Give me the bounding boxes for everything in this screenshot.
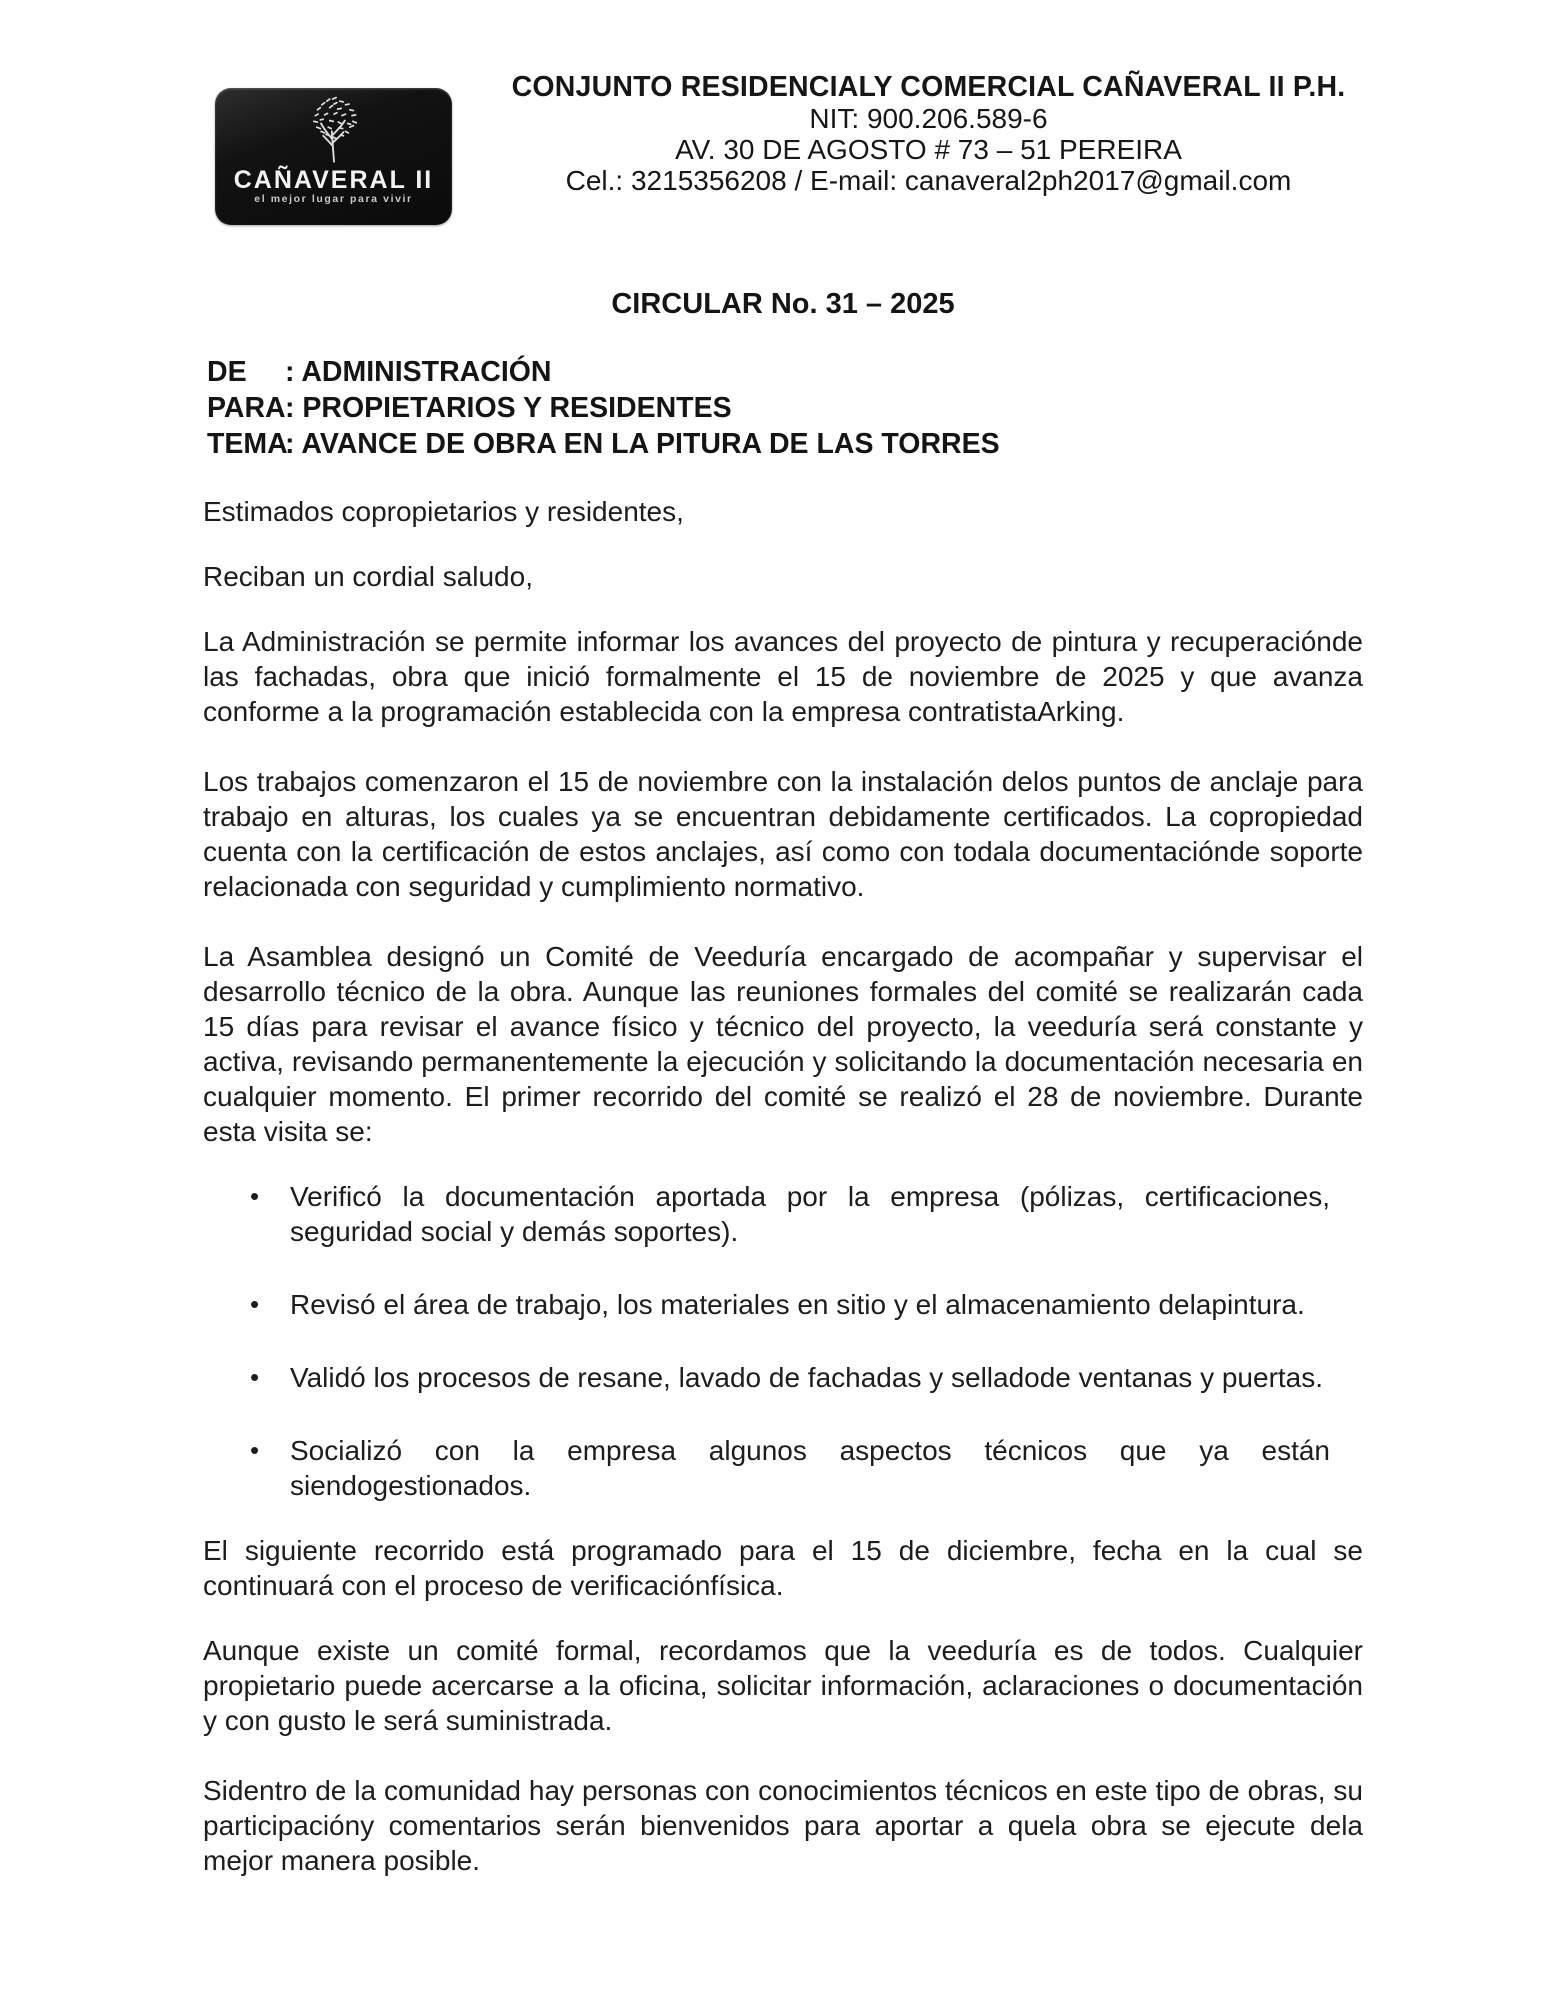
salutation-line: Reciban un cordial saludo, bbox=[203, 561, 533, 592]
organization-address: AV. 30 DE AGOSTO # 73 – 51 PEREIRA bbox=[675, 134, 1182, 165]
paragraph-committee: La Asamblea designó un Comité de Veeduría encargado de acompañar y supervisar el desarrollo técnico de la obra. Aunque las reuniones formales del comité se realizarán cada 15 días para revisar el avance físico y técnico del proyecto, la veeduría será constante y activa, revisando permanentemente la ejecución y solicitando la documentación necesaria en cualquier momento. El primer recorrido del comité se realizó el 28 de noviembre. Durante esta visita se: bbox=[203, 941, 1363, 1147]
organization-contact: Cel.: 3215356208 / E-mail: canaveral2ph2017@gmail.com bbox=[565, 165, 1292, 196]
visit-findings-list bbox=[203, 1179, 1363, 1503]
list-item: • Validó los procesos de resane, lavado de fachadas y selladode ventanas y puertas. bbox=[250, 1360, 1330, 1395]
circular-title: CIRCULAR No. 31 – 2025 bbox=[611, 288, 955, 320]
meta-label: TEMA bbox=[207, 428, 288, 460]
meta-block bbox=[207, 354, 1545, 462]
list-item: • Socializó con la empresa algunos aspectos técnicos que ya están siendogestionados. bbox=[250, 1433, 1330, 1503]
organization-nit: NIT: 900.206.589-6 bbox=[809, 103, 1048, 134]
meta-label: PARA bbox=[207, 392, 286, 424]
paragraph-community-input: Sidentro de la comunidad hay personas con conocimientos técnicos en este tipo de obras, su participacióny comentarios serán bienvenidos para aportar a quela obra se ejecute dela mejor manera posible. bbox=[203, 1775, 1363, 1876]
list-item: • Revisó el área de trabajo, los materiales en sitio y el almacenamiento delapintura. bbox=[250, 1287, 1330, 1322]
tree-icon bbox=[295, 94, 373, 166]
logo-name: CAÑAVERAL II bbox=[233, 166, 434, 194]
paragraph-next-visit: El siguiente recorrido está programado para el 15 de diciembre, fecha en la cual se continuará con el proceso de verificaciónfísica. bbox=[203, 1535, 1363, 1601]
meta-row-de bbox=[207, 354, 1545, 390]
greeting-line: Estimados copropietarios y residentes, bbox=[203, 496, 684, 527]
meta-row-para bbox=[207, 390, 1545, 426]
paragraph-anchors: Los trabajos comenzaron el 15 de noviembre con la instalación delos puntos de anclaje para trabajo en alturas, los cuales ya se encuentran debidamente certificados. La copropiedad cuenta con la certificación de estos anclajes, así como con todala documentaciónde soporte relacionada con seguridad y cumplimiento normativo. bbox=[203, 766, 1363, 902]
meta-value: : ADMINISTRACIÓN bbox=[285, 356, 552, 388]
letterhead bbox=[452, 72, 1405, 196]
organization-name: CONJUNTO RESIDENCIALY COMERCIAL CAÑAVERAL II P.H. bbox=[511, 71, 1346, 103]
meta-value: : PROPIETARIOS Y RESIDENTES bbox=[285, 392, 732, 424]
paragraph-project-update: La Administración se permite informar los avances del proyecto de pintura y recuperaciónde las fachadas, obra que inició formalmente el 15 de noviembre de 2025 y que avanza conforme a la programación establecida con la empresa contratistaArking. bbox=[203, 626, 1363, 727]
document-header bbox=[0, 0, 1545, 232]
paragraph-open-oversight: Aunque existe un comité formal, recordamos que la veeduría es de todos. Cualquier propietario puede acercarse a la oficina, solicitar información, aclaraciones o documentación y con gusto le será suministrada. bbox=[203, 1635, 1363, 1736]
meta-label: DE bbox=[207, 356, 247, 388]
logo-tagline: el mejor lugar para vivir bbox=[254, 193, 413, 205]
canaveral-logo bbox=[215, 88, 452, 225]
meta-row-tema bbox=[207, 426, 1545, 462]
meta-value: : AVANCE DE OBRA EN LA PITURA DE LAS TORRES bbox=[285, 428, 1000, 460]
letter-body bbox=[203, 494, 1363, 1878]
list-item: • Verificó la documentación aportada por la empresa (pólizas, certificaciones, seguridad social y demás soportes). bbox=[250, 1179, 1330, 1249]
